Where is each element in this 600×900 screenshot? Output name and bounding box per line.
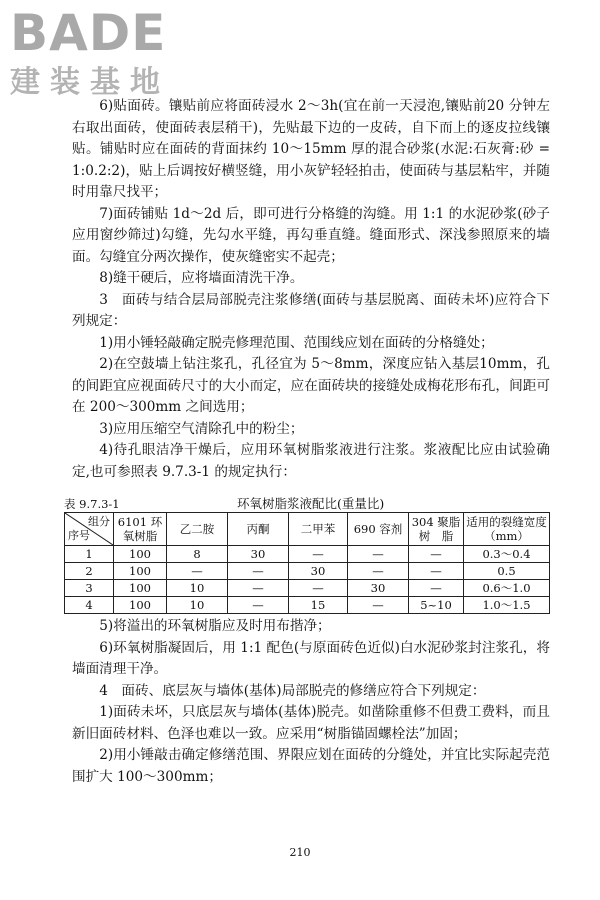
column-header: 690 容剂 (348, 513, 409, 546)
table-cell: 0.6～1.0 (464, 580, 550, 597)
table-cell: — (228, 563, 289, 580)
table-row (65, 597, 550, 614)
table-cell: 100 (114, 597, 167, 614)
paragraph: 2)在空鼓墙上钻注浆孔，孔径宜为 5～8mm，深度应钻入基层10mm，孔的间距宜应视面砖尺寸的大小而定，应在面砖块的接缝处成梅花形布孔，间距可在 200～300mm 之间选用； (72, 356, 550, 415)
paragraph: 1)面砖未坏，只底层灰与墙体(基体)脱壳。如凿除重修不但费工费料，而且新旧面砖材料、色泽也难以一致。应采用“树脂锚固螺栓法”加固； (72, 704, 550, 742)
table-cell: — (348, 546, 409, 563)
column-header: 适用的裂缝宽度（mm） (464, 513, 550, 546)
table-cell: 4 (65, 597, 114, 614)
table-number: 表 9.7.3-1 (64, 497, 120, 511)
column-header: 二甲苯 (289, 513, 348, 546)
table-cell: — (289, 546, 348, 563)
section-heading: 3 面砖与结合层局部脱壳注浆修缮(面砖与基层脱离、面砖未坏)应符合下列规定： (72, 291, 550, 329)
table-cell: 100 (114, 580, 167, 597)
table-caption (64, 492, 550, 512)
table-cell: 30 (348, 580, 409, 597)
paragraph: 4)待孔眼洁净干燥后，应用环氧树脂浆液进行注浆。浆液配比应由试验确定,也可参照表 9.7.3-1 的规定执行： (72, 442, 550, 480)
table-cell: — (228, 597, 289, 614)
table-cell: 1.0～1.5 (464, 597, 550, 614)
mix-ratio-table (64, 512, 550, 614)
table-cell: 3 (65, 580, 114, 597)
table-cell: 10 (167, 580, 228, 597)
paragraph: 6)贴面砖。镶贴前应将面砖浸水 2～3h(宜在前一天浸泡,镶贴前20 分钟左右取出面砖，使面砖表层稍干)，先贴最下边的一皮砖，自下而上的逐皮拉线镶贴。铺贴时应在面砖的背面抹约 10～15mm 厚的混合砂浆(水泥:石灰膏:砂 = 1:0.2:2)，贴上后调按好横竖缝，用小灰铲轻轻拍击，使面砖与基层粘牢，并随时用靠尺找平； (72, 98, 550, 200)
table-cell: — (409, 563, 464, 580)
column-header: 丙酮 (228, 513, 289, 546)
corner-top-label: 组分 (88, 515, 110, 528)
table-cell: 10 (167, 597, 228, 614)
document-body (64, 96, 550, 788)
logo-brand: BADE (10, 4, 167, 62)
column-header: 乙二胺 (167, 513, 228, 546)
table-cell: 2 (65, 563, 114, 580)
table-cell: 0.5 (464, 563, 550, 580)
table-row (65, 563, 550, 580)
paragraph: 5)将溢出的环氧树脂应及时用布揩净； (99, 618, 331, 634)
paragraph: 7)面砖铺贴 1d～2d 后，即可进行分格缝的沟缝。用 1:1 的水泥砂浆(砂子应用窗纱筛过)勾缝，先勾水平缝，再勾垂直缝。缝面形式、深浅参照原来的墙面。勾缝宜分两次操作，使灰缝密实不起壳； (72, 205, 550, 265)
logo-subtitle: 建装基地 (10, 65, 170, 100)
mix-ratio-table-block (64, 492, 550, 614)
table-cell: — (348, 597, 409, 614)
table-cell: — (167, 563, 228, 580)
section-heading: 4 面砖、底层灰与墙体(基体)局部脱壳的修缮应符合下列规定： (99, 682, 486, 699)
paragraph: 3)应用压缩空气清除孔中的粉尘； (99, 420, 304, 437)
table-cell: 8 (167, 546, 228, 563)
column-header: 6101 环氧树脂 (114, 513, 167, 546)
table-cell: — (228, 580, 289, 597)
table-cell: 15 (289, 597, 348, 614)
logo (10, 4, 180, 100)
paragraph: 1)用小锤轻敲确定脱壳修理范围、范围线应划在面砖的分格缝处； (99, 334, 494, 351)
paragraph: 8)缝干硬后，应将墙面清洗干净。 (99, 270, 304, 286)
table-cell: — (409, 546, 464, 563)
table-cell: 0.3～0.4 (464, 546, 550, 563)
table-cell: 30 (228, 546, 289, 563)
table-corner-cell (65, 513, 114, 546)
table-cell: 30 (289, 563, 348, 580)
column-header: 304 聚脂树 脂 (409, 513, 464, 546)
paragraph: 2)用小锤敲击确定修缮范围、界限应划在面砖的分缝处，并宜比实际起壳范围扩大 100～300mm； (72, 747, 550, 785)
table-row (65, 580, 550, 597)
table-title: 环氧树脂浆液配比(重量比) (237, 496, 385, 511)
table-cell: 1 (65, 546, 114, 563)
table-cell: 100 (114, 546, 167, 563)
table-cell: 5~10 (409, 597, 464, 614)
table-cell: — (289, 580, 348, 597)
table-cell: 100 (114, 563, 167, 580)
page-number: 210 (289, 846, 311, 859)
paragraph: 6)环氧树脂凝固后，用 1:1 配色(与原面砖色近似)白水泥砂浆封注浆孔，将墙面清理干净。 (72, 639, 550, 677)
corner-bottom-label: 序号 (68, 529, 90, 542)
table-cell: — (409, 580, 464, 597)
table-header-row (65, 513, 550, 546)
table-cell: — (348, 563, 409, 580)
table-row (65, 546, 550, 563)
